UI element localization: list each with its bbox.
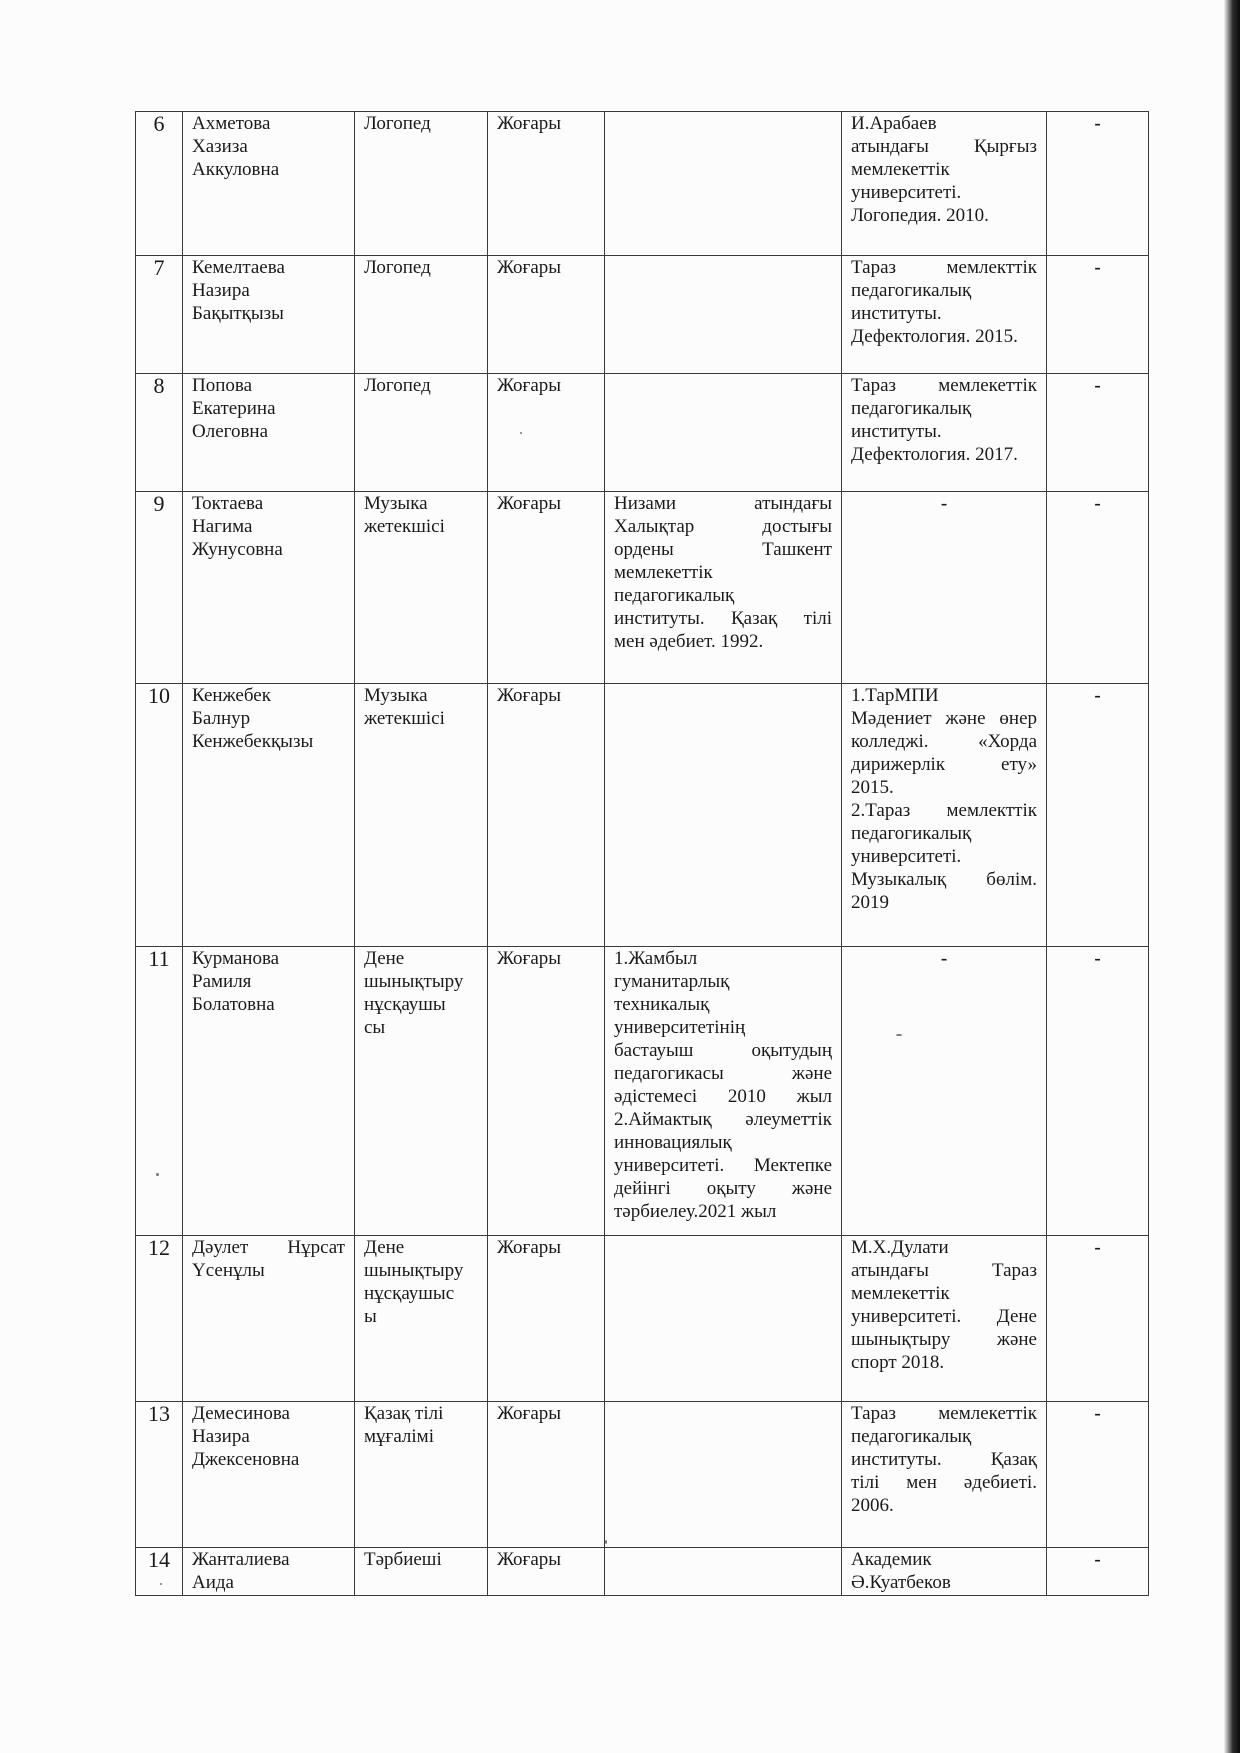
education-level: Жоғары [488, 1236, 605, 1402]
employee-name [183, 256, 355, 374]
cell-line: Музыка [364, 493, 428, 514]
scan-speck [160, 1583, 162, 1585]
cell-line: университеті. [851, 182, 962, 203]
scan-speck [896, 1034, 902, 1036]
position [355, 374, 488, 492]
cell-line: университеті. [851, 846, 962, 867]
education-institution-a [605, 492, 842, 684]
cell-line: Низами атындағы [614, 493, 832, 514]
employee-name [183, 684, 355, 947]
cell-line: Назира [192, 1426, 250, 1447]
cell-line: мұғалімі [364, 1426, 434, 1447]
education-institution-a [605, 256, 842, 374]
row-number: 14 [136, 1548, 183, 1596]
cell-line: И.Арабаев [851, 113, 937, 134]
education-institution-a [605, 947, 842, 1236]
cell-line: Екатерина [192, 398, 276, 419]
cell-line: ордены Ташкент [614, 539, 832, 560]
cell-line: университеті. Дене [851, 1306, 1037, 1327]
cell-line: мемлекеттік [851, 159, 950, 180]
cell-line: Болатовна [192, 994, 275, 1015]
cell-line: институты. Қазақ [851, 1449, 1037, 1470]
cell-line: Кенжебек [192, 685, 271, 706]
education-institution-b [842, 256, 1047, 374]
employee-name [183, 1402, 355, 1548]
cell-line: тәрбиелеу.2021 жыл [614, 1201, 777, 1222]
cell-line: педагогикалық [851, 1426, 972, 1447]
cell-line: Балнур [192, 708, 251, 729]
cell-line: М.Х.Дулати [851, 1237, 949, 1258]
cell-line: мен әдебиет. 1992. [614, 631, 764, 652]
scan-speck [520, 432, 522, 434]
cell-line: Олеговна [192, 421, 269, 442]
category-column: - [1047, 112, 1149, 256]
cell-line: шынықтыру және [851, 1329, 1037, 1350]
cell-line: Логопедия. 2010. [851, 205, 989, 226]
cell-line: тілі мен әдебиеті. [851, 1472, 1037, 1493]
education-level: Жоғары [488, 112, 605, 256]
employee-name [183, 1236, 355, 1402]
cell-line: 2.Аймактық әлеуметтік [614, 1109, 832, 1130]
row-number: 13 [136, 1402, 183, 1548]
cell-line: дирижерлік ету» [851, 754, 1037, 775]
cell-line: Токтаева [192, 493, 264, 514]
cell-line: техникалық [614, 994, 710, 1015]
scan-speck [605, 1540, 607, 1544]
cell-line: Қазақ тілі [364, 1403, 444, 1424]
cell-line: Курманова [192, 948, 280, 969]
table-body [136, 112, 1149, 1596]
cell-line: 2006. [851, 1495, 894, 1516]
cell-line: нұсқаушы [364, 994, 446, 1015]
category-column: - [1047, 947, 1149, 1236]
cell-line: инновациялық [614, 1132, 732, 1153]
cell-line: Кемелтаева [192, 257, 285, 278]
cell-line: Дәулет Нұрсат [192, 1237, 345, 1258]
cell-line: Логопед [364, 113, 431, 134]
cell-line: жетекшісі [364, 516, 445, 537]
row-number: 7 [136, 256, 183, 374]
position [355, 492, 488, 684]
cell-line: Назира [192, 280, 250, 301]
cell-line: Попова [192, 375, 253, 396]
scan-speck [156, 1173, 159, 1176]
table-row [136, 256, 1149, 374]
cell-line: Демесинова [192, 1403, 290, 1424]
cell-line: дейінгі оқыту және [614, 1178, 832, 1199]
cell-line: Дене [364, 1237, 405, 1258]
cell-line: педагогикалық [851, 280, 972, 301]
education-institution-b [842, 1548, 1047, 1596]
employee-name [183, 947, 355, 1236]
education-institution-b [842, 1236, 1047, 1402]
cell-line: Аида [192, 1572, 234, 1593]
cell-line: Ә.Куатбеков [851, 1572, 951, 1593]
cell-line: мемлекеттік [851, 1283, 950, 1304]
row-number: 12 [136, 1236, 183, 1402]
education-level: Жоғары [488, 947, 605, 1236]
cell-line: спорт 2018. [851, 1352, 945, 1373]
education-level: Жоғары [488, 492, 605, 684]
cell-line: Тәрбиеші [364, 1549, 442, 1570]
cell-line: сы [364, 1017, 386, 1038]
cell-line: атындағы Қырғыз [851, 136, 1037, 157]
cell-line: педагогикалық [851, 398, 972, 419]
cell-line: Дефектология. 2015. [851, 326, 1018, 347]
cell-line: Бақытқызы [192, 303, 284, 324]
education-institution-a [605, 374, 842, 492]
table-row [136, 112, 1149, 256]
cell-line: университетінің [614, 1017, 746, 1038]
cell-line: педагогикалық [851, 823, 972, 844]
education-institution-a [605, 1402, 842, 1548]
staff-table [135, 111, 1149, 1596]
cell-line: Халықтар достығы [614, 516, 832, 537]
table-row [136, 492, 1149, 684]
table-row [136, 1236, 1149, 1402]
cell-line: Дефектология. 2017. [851, 444, 1018, 465]
cell-line: колледжі. «Хорда [851, 731, 1037, 752]
education-level: Жоғары [488, 684, 605, 947]
cell-line: университеті. Мектепке [614, 1155, 832, 1176]
cell-line: Тараз мемлекеттік [851, 375, 1037, 396]
cell-line: Рамиля [192, 971, 252, 992]
table-row [136, 1402, 1149, 1548]
education-institution-b: - [842, 492, 1047, 684]
cell-line: нұсқаушыс [364, 1283, 455, 1304]
row-number: 8 [136, 374, 183, 492]
table-row [136, 947, 1149, 1236]
cell-line: Жунусовна [192, 539, 283, 560]
cell-line: ы [364, 1306, 377, 1327]
education-level: Жоғары [488, 1402, 605, 1548]
cell-line: Академик [851, 1549, 932, 1570]
cell-line: институты. [851, 303, 942, 324]
education-institution-a [605, 684, 842, 947]
cell-line: Жанталиева [192, 1549, 290, 1570]
education-institution-b: - [842, 947, 1047, 1236]
row-number: 9 [136, 492, 183, 684]
education-level: Жоғары [488, 1548, 605, 1596]
table-row [136, 374, 1149, 492]
cell-line: әдістемесі 2010 жыл [614, 1086, 832, 1107]
cell-line: Музыка [364, 685, 428, 706]
cell-line: Тараз мемлекттік [851, 257, 1037, 278]
category-column: - [1047, 492, 1149, 684]
cell-line: Ахметова [192, 113, 271, 134]
education-institution-a [605, 1548, 842, 1596]
cell-line: Нагима [192, 516, 253, 537]
cell-line: бастауыш оқытудың [614, 1040, 832, 1061]
category-column: - [1047, 256, 1149, 374]
cell-line: атындағы Тараз [851, 1260, 1037, 1281]
cell-line: Мәдениет және өнер [851, 708, 1037, 729]
cell-line: шынықтыру [364, 971, 464, 992]
employee-name [183, 1548, 355, 1596]
education-institution-a [605, 112, 842, 256]
position [355, 1548, 488, 1596]
position [355, 684, 488, 947]
cell-line: шынықтыру [364, 1260, 464, 1281]
cell-line: институты. Қазақ тілі [614, 608, 832, 629]
table-row [136, 684, 1149, 947]
education-institution-b [842, 112, 1047, 256]
category-column: - [1047, 684, 1149, 947]
row-number: 11 [136, 947, 183, 1236]
cell-line: Кенжебекқызы [192, 731, 314, 752]
cell-line: Дене [364, 948, 405, 969]
cell-line: институты. [851, 421, 942, 442]
position [355, 256, 488, 374]
row-number: 6 [136, 112, 183, 256]
cell-line: Хазиза [192, 136, 248, 157]
cell-line: гуманитарлық [614, 971, 730, 992]
category-column: - [1047, 1548, 1149, 1596]
cell-line: Джексеновна [192, 1449, 300, 1470]
cell-line: 1.Жамбыл [614, 948, 698, 969]
education-level: Жоғары [488, 374, 605, 492]
position [355, 947, 488, 1236]
cell-line: Аккуловна [192, 159, 280, 180]
cell-line: Логопед [364, 375, 431, 396]
employee-name [183, 492, 355, 684]
cell-line: Үсенұлы [192, 1260, 265, 1281]
category-column: - [1047, 1402, 1149, 1548]
row-number: 10 [136, 684, 183, 947]
cell-line: педагогикасы және [614, 1063, 832, 1084]
cell-line: 1.ТарМПИ [851, 685, 939, 706]
table-row [136, 1548, 1149, 1596]
cell-line: 2015. [851, 777, 894, 798]
cell-line: 2019 [851, 892, 889, 913]
employee-name [183, 112, 355, 256]
cell-line: педагогикалық [614, 585, 735, 606]
position [355, 1236, 488, 1402]
cell-line: Логопед [364, 257, 431, 278]
education-institution-a [605, 1236, 842, 1402]
scan-edge-shadow [1224, 0, 1240, 1753]
cell-line: Тараз мемлекеттік [851, 1403, 1037, 1424]
position [355, 1402, 488, 1548]
cell-line: жетекшісі [364, 708, 445, 729]
cell-line: Музыкалық бөлім. [851, 869, 1037, 890]
cell-line: мемлекеттік [614, 562, 713, 583]
category-column: - [1047, 374, 1149, 492]
position [355, 112, 488, 256]
education-level: Жоғары [488, 256, 605, 374]
education-institution-b [842, 1402, 1047, 1548]
education-institution-b [842, 374, 1047, 492]
employee-name [183, 374, 355, 492]
education-institution-b [842, 684, 1047, 947]
category-column: - [1047, 1236, 1149, 1402]
cell-line: 2.Тараз мемлекттік [851, 800, 1037, 821]
